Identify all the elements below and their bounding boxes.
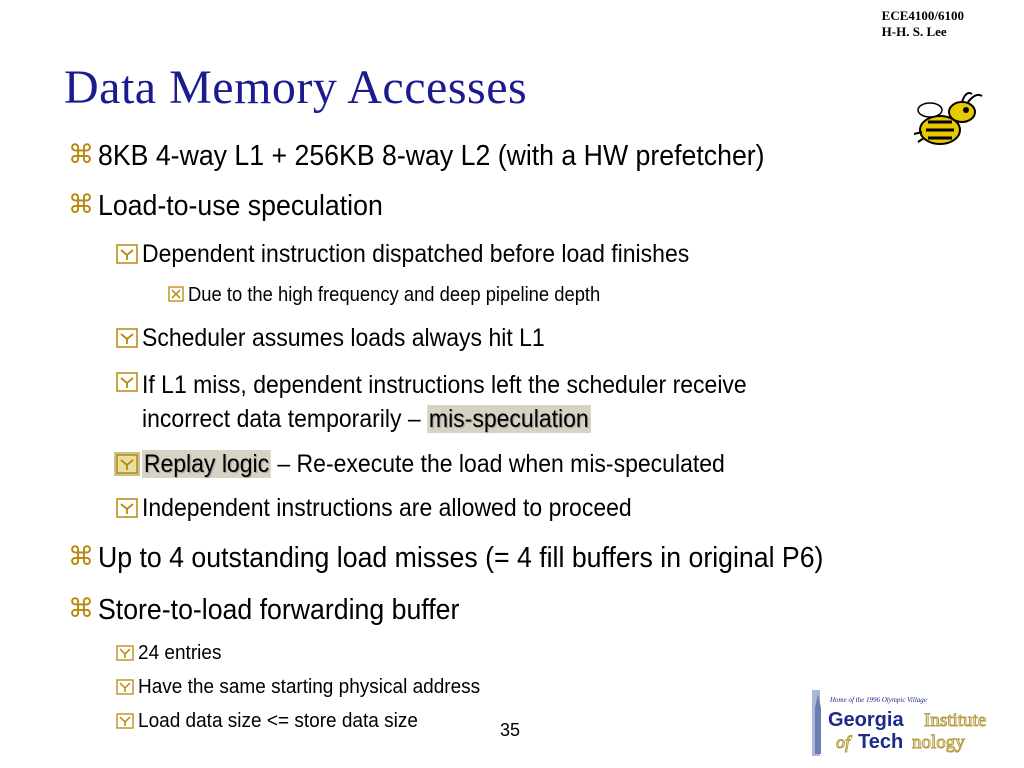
bullet-store-to-load <box>68 594 491 627</box>
slide-title: Data Memory Accesses <box>64 61 528 114</box>
checkbox-y-icon <box>116 645 134 661</box>
bullet-high-frequency <box>168 284 636 307</box>
bullet-text-line-2 <box>142 402 747 436</box>
bullet-text: Scheduler assumes loads always hit L1 <box>142 324 545 352</box>
bullet-text: 24 entries <box>138 642 222 664</box>
bullet-data-size <box>116 710 433 733</box>
bullet-text-block <box>142 368 747 436</box>
bullet-text: Load-to-use speculation <box>98 190 383 222</box>
yellow-jacket-mascot-icon <box>910 92 990 152</box>
bullet-text: Store-to-load forwarding buffer <box>98 594 460 626</box>
bullet-24-entries <box>116 642 226 665</box>
bullet-replay-logic <box>116 450 776 479</box>
bullet-text: Due to the high frequency and deep pipeline depth <box>188 284 601 306</box>
mis-speculation-highlight: mis-speculation <box>428 405 589 433</box>
checkbox-x-icon <box>168 286 184 302</box>
course-header <box>882 8 964 40</box>
bullet-text: Load data size <= store data size <box>138 710 418 732</box>
checkbox-y-icon <box>116 713 134 729</box>
checkbox-y-icon <box>116 679 134 695</box>
command-key-icon: ⌘ <box>68 594 94 624</box>
bullet-l1-cache <box>68 140 823 173</box>
bullet-same-address <box>116 676 498 699</box>
checkbox-y-icon <box>116 454 138 474</box>
bullet-scheduler-assumes <box>116 324 580 353</box>
page-number: 35 <box>500 720 521 740</box>
checkbox-y-icon <box>116 372 138 392</box>
bullet-text: Have the same starting physical address <box>138 676 481 698</box>
command-key-icon: ⌘ <box>68 542 94 572</box>
bullet-text: Independent instructions are allowed to proceed <box>142 494 632 522</box>
command-key-icon: ⌘ <box>68 190 94 220</box>
command-key-icon: ⌘ <box>68 140 94 170</box>
bullet-text <box>142 450 725 479</box>
author-name: H-H. S. Lee <box>881 24 947 39</box>
bullet-dependent-instruction <box>116 240 737 269</box>
bullet-independent-instructions <box>116 494 674 523</box>
bullet-l1-miss <box>116 368 799 436</box>
checkbox-y-icon <box>116 328 138 348</box>
bullet-text-line-1: If L1 miss, dependent instructions left the scheduler receive <box>142 371 747 399</box>
logo-tech: Tech <box>858 731 904 753</box>
bullet-text: Dependent instruction dispatched before load finishes <box>142 240 690 268</box>
replay-logic-description: – Re-execute the load when mis-speculated <box>270 450 725 478</box>
bullet-text-line-2-prefix: incorrect data temporarily – <box>142 405 428 433</box>
replay-logic-highlight: Replay logic <box>143 450 270 478</box>
logo-georgia: Georgia <box>828 709 904 731</box>
bullet-outstanding-misses <box>68 542 887 575</box>
bullet-load-to-use <box>68 190 408 223</box>
logo-of: of <box>836 732 851 752</box>
logo-nology: nology <box>912 732 965 753</box>
checkbox-y-icon <box>116 498 138 518</box>
checkbox-y-icon <box>116 244 138 264</box>
georgia-tech-logo <box>812 688 1022 760</box>
logo-tagline: Home of the 1996 Olympic Village <box>830 696 927 704</box>
logo-institute: Institute <box>924 710 987 731</box>
course-code: ECE4100/6100 <box>881 8 964 23</box>
bullet-text: Up to 4 outstanding load misses (= 4 fill buffers in original P6) <box>98 542 824 574</box>
bullet-text: 8KB 4-way L1 + 256KB 8-way L2 (with a HW prefetcher) <box>98 140 765 172</box>
